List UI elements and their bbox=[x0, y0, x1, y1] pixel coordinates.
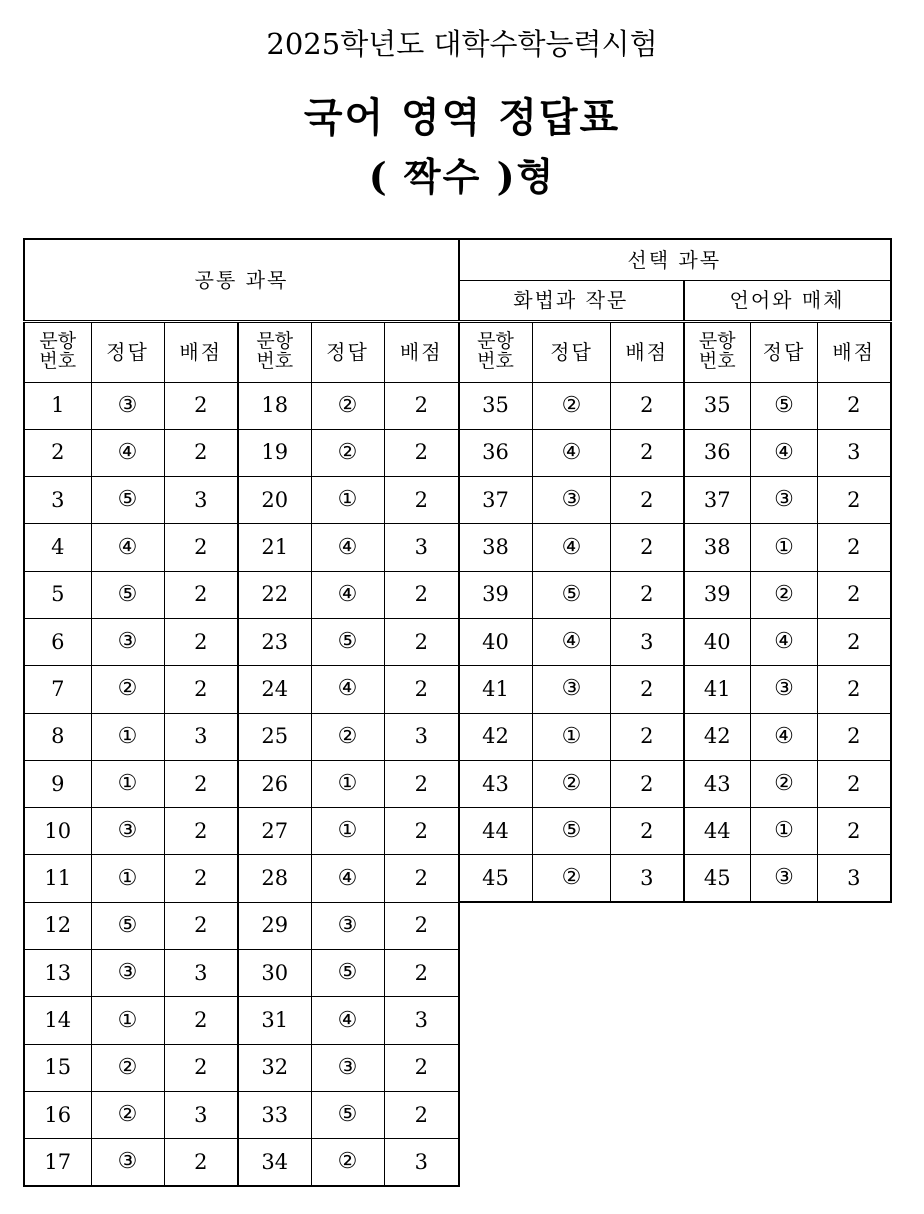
points-cell: 3 bbox=[384, 997, 459, 1044]
answer-cell: ④ bbox=[311, 666, 384, 713]
column-header: 문항 번호 bbox=[459, 321, 533, 382]
points-cell: 2 bbox=[164, 666, 238, 713]
table-row bbox=[24, 855, 459, 902]
table-row bbox=[459, 477, 891, 524]
table-row bbox=[459, 618, 891, 665]
table-row bbox=[24, 382, 459, 429]
table-row bbox=[24, 524, 459, 571]
table-row bbox=[24, 477, 459, 524]
elective-group-header: 선택 과목 bbox=[459, 239, 891, 280]
points-cell: 2 bbox=[818, 618, 891, 665]
answer-cell: ① bbox=[311, 477, 384, 524]
answer-cell: ② bbox=[311, 429, 384, 476]
points-cell: 2 bbox=[611, 808, 684, 855]
exam-title: 2025학년도 대학수학능력시험 bbox=[266, 27, 658, 61]
question-number-cell: 33 bbox=[238, 1091, 311, 1138]
question-number-cell: 34 bbox=[238, 1139, 311, 1186]
column-header: 배점 bbox=[384, 321, 459, 382]
table-row bbox=[24, 808, 459, 855]
answer-cell: ④ bbox=[311, 997, 384, 1044]
points-cell: 2 bbox=[611, 571, 684, 618]
table-row bbox=[24, 618, 459, 665]
table-row bbox=[24, 1091, 459, 1138]
question-number-cell: 10 bbox=[24, 808, 91, 855]
table-row bbox=[24, 1044, 459, 1091]
answer-cell: ③ bbox=[91, 808, 164, 855]
elective-answer-table bbox=[458, 238, 892, 903]
answer-cell: ⑤ bbox=[91, 571, 164, 618]
question-number-cell: 42 bbox=[459, 713, 533, 760]
question-number-cell: 3 bbox=[24, 477, 91, 524]
answer-cell: ④ bbox=[751, 713, 818, 760]
table-row bbox=[24, 571, 459, 618]
table-row bbox=[24, 902, 459, 949]
question-number-cell: 42 bbox=[684, 713, 751, 760]
answer-cell: ① bbox=[311, 760, 384, 807]
question-number-cell: 22 bbox=[238, 571, 311, 618]
points-cell: 2 bbox=[611, 382, 684, 429]
points-cell: 2 bbox=[611, 429, 684, 476]
answer-cell: ③ bbox=[91, 950, 164, 997]
question-number-cell: 6 bbox=[24, 618, 91, 665]
question-number-cell: 8 bbox=[24, 713, 91, 760]
table-row bbox=[459, 382, 891, 429]
points-cell: 2 bbox=[611, 666, 684, 713]
column-header: 배점 bbox=[818, 321, 891, 382]
points-cell: 3 bbox=[611, 855, 684, 902]
points-cell: 2 bbox=[164, 571, 238, 618]
question-number-cell: 35 bbox=[459, 382, 533, 429]
question-number-cell: 19 bbox=[238, 429, 311, 476]
points-cell: 2 bbox=[611, 713, 684, 760]
answer-cell: ⑤ bbox=[91, 902, 164, 949]
points-cell: 2 bbox=[384, 855, 459, 902]
question-number-cell: 38 bbox=[459, 524, 533, 571]
points-cell: 2 bbox=[611, 760, 684, 807]
answer-cell: ③ bbox=[751, 666, 818, 713]
points-cell: 2 bbox=[818, 713, 891, 760]
answer-cell: ⑤ bbox=[311, 1091, 384, 1138]
question-number-cell: 4 bbox=[24, 524, 91, 571]
table-row bbox=[459, 524, 891, 571]
answer-cell: ② bbox=[751, 571, 818, 618]
question-number-cell: 18 bbox=[238, 382, 311, 429]
question-number-cell: 37 bbox=[459, 477, 533, 524]
points-cell: 2 bbox=[164, 618, 238, 665]
points-cell: 2 bbox=[164, 524, 238, 571]
column-header: 정답 bbox=[533, 321, 611, 382]
answer-cell: ⑤ bbox=[533, 808, 611, 855]
column-header: 정답 bbox=[311, 321, 384, 382]
answer-cell: ④ bbox=[91, 524, 164, 571]
points-cell: 2 bbox=[818, 760, 891, 807]
points-cell: 2 bbox=[164, 429, 238, 476]
answer-cell: ④ bbox=[533, 618, 611, 665]
points-cell: 2 bbox=[384, 808, 459, 855]
points-cell: 3 bbox=[164, 950, 238, 997]
points-cell: 3 bbox=[384, 524, 459, 571]
question-number-cell: 43 bbox=[459, 760, 533, 807]
answer-cell: ① bbox=[311, 808, 384, 855]
table-row bbox=[24, 760, 459, 807]
answer-cell: ④ bbox=[751, 618, 818, 665]
points-cell: 2 bbox=[818, 524, 891, 571]
points-cell: 3 bbox=[164, 713, 238, 760]
question-number-cell: 39 bbox=[459, 571, 533, 618]
points-cell: 2 bbox=[818, 666, 891, 713]
answer-cell: ③ bbox=[311, 1044, 384, 1091]
column-header: 배점 bbox=[611, 321, 684, 382]
answer-cell: ⑤ bbox=[91, 477, 164, 524]
answer-cell: ② bbox=[533, 855, 611, 902]
answer-cell: ⑤ bbox=[533, 571, 611, 618]
question-number-cell: 41 bbox=[459, 666, 533, 713]
table-row bbox=[24, 997, 459, 1044]
column-header: 문항 번호 bbox=[684, 321, 751, 382]
column-header: 문항 번호 bbox=[24, 321, 91, 382]
points-cell: 2 bbox=[611, 524, 684, 571]
points-cell: 2 bbox=[384, 571, 459, 618]
points-cell: 2 bbox=[384, 382, 459, 429]
table-row bbox=[24, 713, 459, 760]
answer-cell: ② bbox=[91, 1044, 164, 1091]
question-number-cell: 38 bbox=[684, 524, 751, 571]
question-number-cell: 28 bbox=[238, 855, 311, 902]
answer-cell: ④ bbox=[311, 855, 384, 902]
answer-cell: ② bbox=[311, 1139, 384, 1186]
answer-cell: ① bbox=[91, 713, 164, 760]
question-number-cell: 14 bbox=[24, 997, 91, 1044]
question-number-cell: 32 bbox=[238, 1044, 311, 1091]
question-number-cell: 17 bbox=[24, 1139, 91, 1186]
points-cell: 2 bbox=[818, 477, 891, 524]
elective-column-header-row bbox=[459, 321, 891, 382]
common-column-header-row bbox=[24, 321, 459, 382]
points-cell: 2 bbox=[384, 1044, 459, 1091]
question-number-cell: 30 bbox=[238, 950, 311, 997]
answer-cell: ① bbox=[751, 524, 818, 571]
question-number-cell: 15 bbox=[24, 1044, 91, 1091]
question-number-cell: 9 bbox=[24, 760, 91, 807]
answer-cell: ② bbox=[751, 760, 818, 807]
answer-cell: ② bbox=[533, 760, 611, 807]
points-cell: 2 bbox=[164, 1044, 238, 1091]
table-row bbox=[24, 950, 459, 997]
question-number-cell: 43 bbox=[684, 760, 751, 807]
answer-cell: ⑤ bbox=[311, 950, 384, 997]
points-cell: 2 bbox=[384, 618, 459, 665]
answer-cell: ② bbox=[311, 382, 384, 429]
question-number-cell: 5 bbox=[24, 571, 91, 618]
points-cell: 3 bbox=[384, 713, 459, 760]
question-number-cell: 12 bbox=[24, 902, 91, 949]
points-cell: 2 bbox=[164, 760, 238, 807]
points-cell: 3 bbox=[164, 1091, 238, 1138]
answer-cell: ④ bbox=[533, 429, 611, 476]
column-header: 정답 bbox=[751, 321, 818, 382]
question-number-cell: 39 bbox=[684, 571, 751, 618]
question-number-cell: 27 bbox=[238, 808, 311, 855]
points-cell: 2 bbox=[164, 997, 238, 1044]
elective-subgroup-speech-writing: 화법과 작문 bbox=[459, 280, 684, 321]
answer-cell: ④ bbox=[533, 524, 611, 571]
question-number-cell: 2 bbox=[24, 429, 91, 476]
question-number-cell: 37 bbox=[684, 477, 751, 524]
points-cell: 3 bbox=[818, 429, 891, 476]
table-row bbox=[459, 571, 891, 618]
table-row bbox=[459, 855, 891, 902]
question-number-cell: 24 bbox=[238, 666, 311, 713]
answer-cell: ⑤ bbox=[311, 618, 384, 665]
answer-cell: ② bbox=[533, 382, 611, 429]
answer-cell: ② bbox=[91, 666, 164, 713]
form-type: ( 짝수 )형 bbox=[368, 154, 556, 199]
points-cell: 2 bbox=[818, 382, 891, 429]
question-number-cell: 29 bbox=[238, 902, 311, 949]
question-number-cell: 1 bbox=[24, 382, 91, 429]
answer-cell: ① bbox=[751, 808, 818, 855]
points-cell: 2 bbox=[164, 855, 238, 902]
points-cell: 2 bbox=[384, 902, 459, 949]
question-number-cell: 45 bbox=[684, 855, 751, 902]
table-row bbox=[24, 429, 459, 476]
answer-cell: ③ bbox=[91, 1139, 164, 1186]
answer-cell: ① bbox=[91, 855, 164, 902]
points-cell: 3 bbox=[384, 1139, 459, 1186]
table-row bbox=[24, 1139, 459, 1186]
column-header: 문항 번호 bbox=[238, 321, 311, 382]
table-row bbox=[459, 808, 891, 855]
question-number-cell: 36 bbox=[684, 429, 751, 476]
points-cell: 2 bbox=[164, 382, 238, 429]
question-number-cell: 13 bbox=[24, 950, 91, 997]
answer-cell: ② bbox=[311, 713, 384, 760]
table-row bbox=[459, 666, 891, 713]
table-row bbox=[459, 760, 891, 807]
points-cell: 3 bbox=[818, 855, 891, 902]
points-cell: 2 bbox=[384, 666, 459, 713]
answer-cell: ① bbox=[91, 760, 164, 807]
column-header: 정답 bbox=[91, 321, 164, 382]
answer-cell: ③ bbox=[533, 666, 611, 713]
question-number-cell: 41 bbox=[684, 666, 751, 713]
question-number-cell: 7 bbox=[24, 666, 91, 713]
answer-cell: ② bbox=[91, 1091, 164, 1138]
question-number-cell: 35 bbox=[684, 382, 751, 429]
question-number-cell: 40 bbox=[684, 618, 751, 665]
answer-cell: ③ bbox=[751, 855, 818, 902]
answer-cell: ③ bbox=[751, 477, 818, 524]
question-number-cell: 20 bbox=[238, 477, 311, 524]
points-cell: 2 bbox=[611, 477, 684, 524]
answer-cell: ① bbox=[91, 997, 164, 1044]
answer-cell: ③ bbox=[311, 902, 384, 949]
column-header: 배점 bbox=[164, 321, 238, 382]
answer-cell: ④ bbox=[751, 429, 818, 476]
table-row bbox=[459, 713, 891, 760]
points-cell: 2 bbox=[384, 429, 459, 476]
table-row bbox=[459, 429, 891, 476]
answer-cell: ③ bbox=[533, 477, 611, 524]
points-cell: 2 bbox=[818, 571, 891, 618]
table-row bbox=[24, 666, 459, 713]
question-number-cell: 26 bbox=[238, 760, 311, 807]
question-number-cell: 25 bbox=[238, 713, 311, 760]
points-cell: 2 bbox=[384, 760, 459, 807]
points-cell: 2 bbox=[164, 902, 238, 949]
subject-title: 국어 영역 정답표 bbox=[303, 94, 621, 141]
question-number-cell: 16 bbox=[24, 1091, 91, 1138]
question-number-cell: 31 bbox=[238, 997, 311, 1044]
points-cell: 3 bbox=[164, 477, 238, 524]
answer-cell: ③ bbox=[91, 382, 164, 429]
question-number-cell: 36 bbox=[459, 429, 533, 476]
points-cell: 2 bbox=[818, 808, 891, 855]
question-number-cell: 45 bbox=[459, 855, 533, 902]
answer-cell: ③ bbox=[91, 618, 164, 665]
answer-cell: ④ bbox=[91, 429, 164, 476]
question-number-cell: 44 bbox=[684, 808, 751, 855]
points-cell: 2 bbox=[384, 477, 459, 524]
answer-cell: ⑤ bbox=[751, 382, 818, 429]
common-answer-table bbox=[23, 238, 460, 1187]
answer-cell: ④ bbox=[311, 571, 384, 618]
common-group-header: 공통 과목 bbox=[24, 239, 459, 321]
question-number-cell: 23 bbox=[238, 618, 311, 665]
question-number-cell: 40 bbox=[459, 618, 533, 665]
answer-cell: ① bbox=[533, 713, 611, 760]
points-cell: 2 bbox=[164, 1139, 238, 1186]
points-cell: 2 bbox=[384, 1091, 459, 1138]
question-number-cell: 44 bbox=[459, 808, 533, 855]
elective-subgroup-language-media: 언어와 매체 bbox=[684, 280, 891, 321]
answer-cell: ④ bbox=[311, 524, 384, 571]
points-cell: 2 bbox=[164, 808, 238, 855]
points-cell: 3 bbox=[611, 618, 684, 665]
points-cell: 2 bbox=[384, 950, 459, 997]
question-number-cell: 11 bbox=[24, 855, 91, 902]
question-number-cell: 21 bbox=[238, 524, 311, 571]
